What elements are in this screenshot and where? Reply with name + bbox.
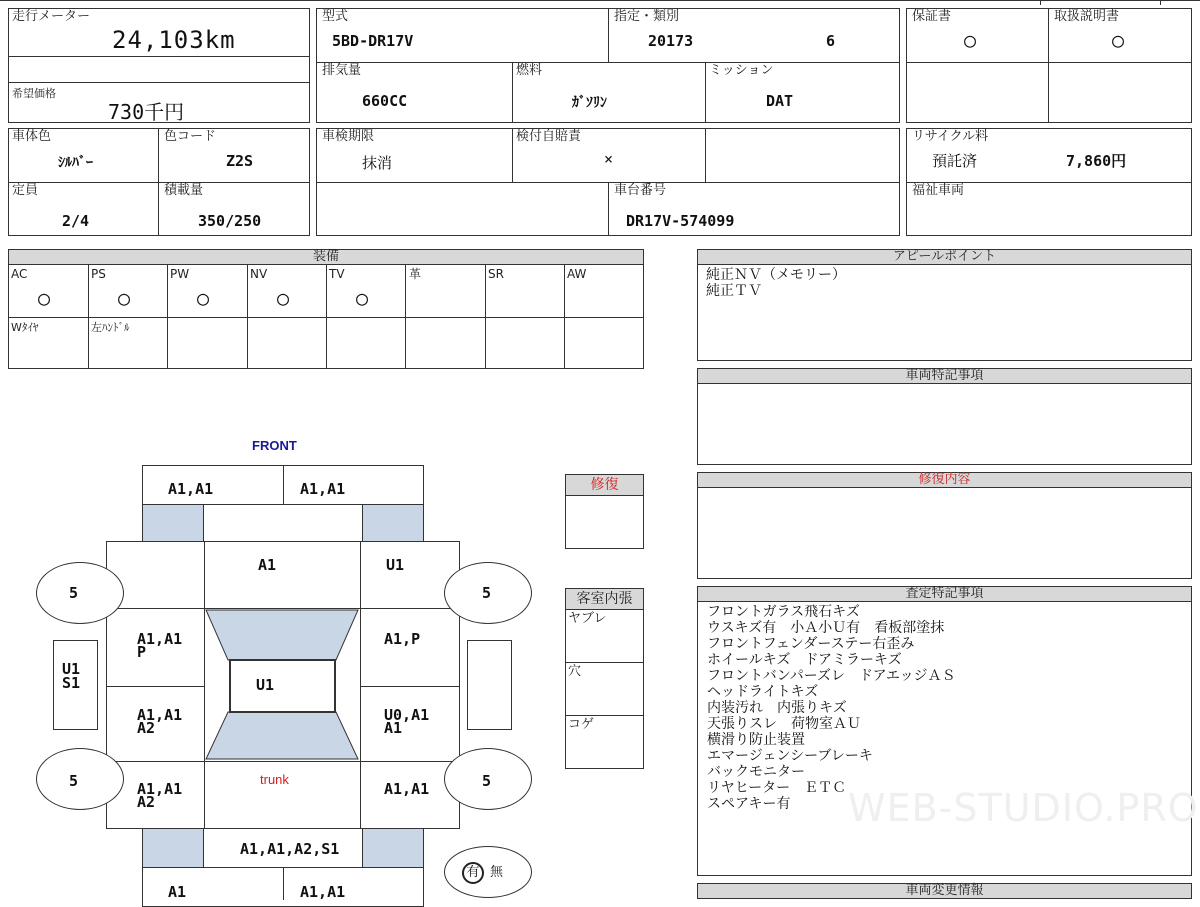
assessment-line: スペアキー有 bbox=[707, 796, 791, 812]
equip-ac-mark: ○ bbox=[38, 286, 51, 310]
front-label: FRONT bbox=[252, 438, 297, 453]
appeal-title: アピールポイント bbox=[697, 249, 1192, 265]
assessment-line: バックモニター bbox=[707, 764, 805, 780]
repair-details-title: 修復内容 bbox=[697, 472, 1192, 488]
mark-rear-panel: A1,A1,A2,S1 bbox=[240, 840, 340, 858]
assessment-line: フロントガラス飛石キズ bbox=[707, 604, 860, 620]
chassis-value: DR17V-574099 bbox=[626, 212, 735, 230]
assessment-line: フロントフェンダーステー右歪み bbox=[707, 636, 915, 652]
mark-quarter-left-2: A2 bbox=[137, 793, 156, 811]
spare-tire-yes: 有 bbox=[462, 862, 484, 884]
equip-pw-label: PW bbox=[170, 267, 190, 281]
warranty-value: ○ bbox=[964, 28, 977, 52]
model-label: 型式 bbox=[322, 9, 349, 24]
appeal-line-2: 純正ＴＶ bbox=[706, 283, 762, 299]
top-border bbox=[0, 0, 1200, 1]
assessment-line: リヤヒーター ＥＴＣ bbox=[707, 780, 847, 796]
equip-ps-label: PS bbox=[91, 267, 106, 281]
manual-label: 取扱説明書 bbox=[1054, 9, 1120, 24]
interior-hole-label: 穴 bbox=[568, 664, 582, 679]
assessment-line: 内装汚れ 内張りキズ bbox=[707, 700, 847, 716]
price-value: 730千円 bbox=[108, 100, 185, 124]
watermark: WEB-STUDIO.PRO bbox=[848, 786, 1199, 830]
interior-burn-label: コゲ bbox=[568, 717, 595, 732]
insurance-label: 検付自賠責 bbox=[516, 129, 582, 144]
assessment-line: 天張りスレ 荷物室ＡＵ bbox=[707, 716, 861, 732]
fuel-value: ｶﾞｿﾘﾝ bbox=[572, 95, 607, 111]
side-panel-right bbox=[467, 640, 512, 730]
inspection-value: 抹消 bbox=[362, 154, 393, 172]
mark-quarter-left-1: A1,A1 bbox=[137, 780, 183, 798]
equip-nv-mark: ○ bbox=[277, 286, 290, 310]
mark-door-rr-2: A1 bbox=[384, 719, 403, 737]
recycle-amount: 7,860円 bbox=[1066, 152, 1127, 170]
displacement-label: 排気量 bbox=[322, 63, 362, 78]
color-code-value: Z2S bbox=[226, 152, 254, 170]
equipment-title: 装備 bbox=[8, 249, 644, 265]
mark-door-rr-1: U0,A1 bbox=[384, 706, 430, 724]
mark-tire-rr: 5 bbox=[482, 772, 492, 790]
top-divider bbox=[1040, 0, 1041, 5]
trunk-label: trunk bbox=[260, 772, 289, 787]
capacity-value: 2/4 bbox=[62, 212, 90, 230]
color-label: 車体色 bbox=[12, 129, 52, 144]
equip-tv-label: TV bbox=[329, 267, 345, 281]
equip-ps-mark: ○ bbox=[118, 286, 131, 310]
assessment-line: ホイールキズ ドアミラーキズ bbox=[707, 652, 902, 668]
recycle-label: リサイクル料 bbox=[912, 129, 989, 144]
tire-rear-left bbox=[36, 748, 124, 810]
mark-bumper-rl: A1 bbox=[168, 883, 187, 901]
chassis-label: 車台番号 bbox=[614, 183, 667, 198]
transmission-value: DAT bbox=[766, 92, 794, 110]
warranty-label: 保証書 bbox=[912, 9, 952, 24]
inspection-label: 車検期限 bbox=[322, 129, 375, 144]
mileage-label: 走行メーター bbox=[12, 9, 91, 24]
equip-wtire-label: Wﾀｲﾔ bbox=[11, 321, 39, 334]
mark-tire-fl: 5 bbox=[69, 584, 79, 602]
designation-type-value: 6 bbox=[826, 32, 836, 50]
pillar-front-left bbox=[142, 505, 204, 541]
mark-door-fr: A1,P bbox=[384, 630, 421, 648]
mileage-value: 24,103km bbox=[112, 26, 236, 54]
equip-left-handle-label: 左ﾊﾝﾄﾞﾙ bbox=[91, 321, 130, 334]
change-info-title: 車両変更情報 bbox=[697, 883, 1192, 899]
designation-label: 指定・類別 bbox=[614, 9, 680, 24]
interior-title: 客室内張 bbox=[565, 588, 644, 610]
special-notes-box bbox=[697, 383, 1192, 465]
mark-quarter-right: A1,A1 bbox=[384, 780, 430, 798]
mark-bumper-rr: A1,A1 bbox=[300, 883, 346, 901]
recycle-status: 預託済 bbox=[932, 152, 978, 170]
tire-front-left bbox=[36, 562, 124, 624]
repair-box bbox=[565, 495, 644, 549]
mark-side-left-1: U1 bbox=[62, 660, 81, 678]
equip-pw-mark: ○ bbox=[197, 286, 210, 310]
appeal-line-1: 純正ＮＶ（メモリー） bbox=[706, 267, 846, 283]
interior-tear-label: ヤブレ bbox=[568, 611, 607, 626]
color-code-label: 色コード bbox=[164, 129, 217, 144]
displacement-value: 660CC bbox=[362, 92, 408, 110]
mark-side-left-2: S1 bbox=[62, 674, 81, 692]
manual-value: ○ bbox=[1112, 28, 1125, 52]
repair-box-title: 修復 bbox=[565, 474, 644, 496]
equip-aw-label: AW bbox=[567, 267, 587, 281]
color-value: ｼﾙﾊﾞｰ bbox=[58, 155, 93, 171]
designation-value: 20173 bbox=[648, 32, 694, 50]
warranty-box bbox=[906, 8, 1192, 123]
assessment-line: フロントバンパーズレ ドアエッジＡＳ bbox=[707, 668, 956, 684]
spare-tire-no: 無 bbox=[490, 865, 504, 880]
assessment-line: ウスキズ有 小Ａ小Ｕ有 看板部塗抹 bbox=[707, 620, 945, 636]
roof bbox=[229, 659, 336, 713]
interior-box bbox=[565, 609, 644, 769]
equip-sr-label: SR bbox=[488, 267, 504, 281]
spare-tire-indicator bbox=[444, 846, 532, 898]
mark-front-right: A1,A1 bbox=[300, 480, 346, 498]
mark-front-left: A1,A1 bbox=[168, 480, 214, 498]
mark-door-rl-2: A2 bbox=[137, 719, 156, 737]
mark-door-rl-1: A1,A1 bbox=[137, 706, 183, 724]
assessment-line: 横滑り防止装置 bbox=[707, 732, 805, 748]
mark-tire-fr: 5 bbox=[482, 584, 492, 602]
pillar-front-right bbox=[362, 505, 424, 541]
equip-leather-label: 革 bbox=[409, 267, 422, 281]
repair-details-box bbox=[697, 487, 1192, 579]
pillar-rear-left bbox=[142, 829, 204, 867]
transmission-label: ミッション bbox=[709, 63, 774, 78]
load-label: 積載量 bbox=[164, 183, 204, 198]
fuel-label: 燃料 bbox=[516, 63, 543, 78]
insurance-value: × bbox=[604, 150, 614, 168]
assessment-title: 査定特記事項 bbox=[697, 586, 1192, 602]
load-value: 350/250 bbox=[198, 212, 262, 230]
equip-ac-label: AC bbox=[11, 267, 28, 281]
equip-nv-label: NV bbox=[250, 267, 268, 281]
mark-fender-right: U1 bbox=[386, 556, 405, 574]
mark-hood: A1 bbox=[258, 556, 277, 574]
mark-tire-rl: 5 bbox=[69, 772, 79, 790]
welfare-label: 福祉車両 bbox=[912, 183, 965, 198]
pillar-rear-right bbox=[362, 829, 424, 867]
capacity-label: 定員 bbox=[12, 183, 39, 198]
special-notes-title: 車両特記事項 bbox=[697, 368, 1192, 384]
assessment-line: ヘッドライトキズ bbox=[707, 684, 819, 700]
model-value: 5BD-DR17V bbox=[332, 32, 414, 50]
assessment-line: エマージェンシーブレーキ bbox=[707, 748, 873, 764]
mark-door-fl-2: P bbox=[137, 643, 147, 661]
mark-door-fl-1: A1,A1 bbox=[137, 630, 183, 648]
mark-roof: U1 bbox=[256, 676, 275, 694]
top-divider-2 bbox=[1160, 0, 1161, 5]
equip-tv-mark: ○ bbox=[356, 286, 369, 310]
price-label: 希望価格 bbox=[12, 87, 56, 100]
